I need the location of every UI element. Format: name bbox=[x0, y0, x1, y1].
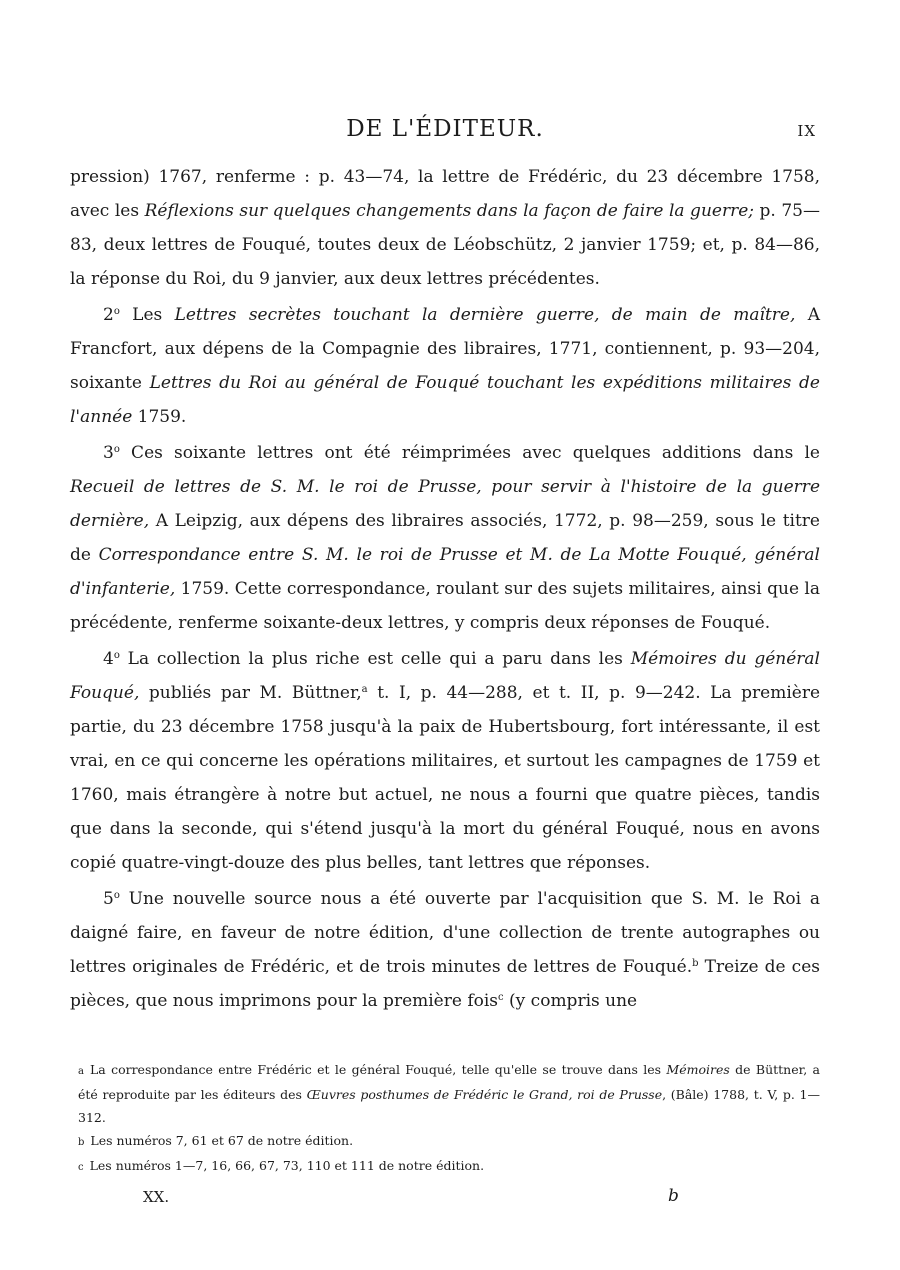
footnote-ref-a[interactable]: a bbox=[361, 684, 368, 695]
text-run: La correspondance entre Frédéric et le général Fouqué, telle qu'elle se trouve dans les bbox=[89, 1062, 667, 1077]
footnotes bbox=[78, 1058, 820, 1179]
footnote-mark: a bbox=[78, 1066, 84, 1077]
running-title: DE L'ÉDITEUR. bbox=[346, 116, 544, 142]
text-run: A Francfort, aux dépens de la Compagnie des libraires, 1771, contiennent, p. 93—204, soixante bbox=[70, 305, 821, 393]
text-run: pression) 1767, renferme : p. 43—74, la lettre de Frédéric, du 23 décembre 1758, avec les bbox=[70, 167, 820, 221]
text-run: p. 75—83, deux lettres de Fouqué, toutes deux de Léobschütz, 2 janvier 1759; et, p. 84—86, la réponse du Roi, du 9 janvier, aux deux lettres précédentes. bbox=[70, 201, 820, 289]
footnote-ref-c[interactable]: c bbox=[498, 992, 504, 1003]
body-text bbox=[70, 160, 820, 1018]
text-run: Les numéros 1—7, 16, 66, 67, 73, 110 et 111 de notre édition. bbox=[89, 1158, 485, 1173]
text-run: 1759. Cette correspondance, roulant sur des sujets militaires, ainsi que la précédente, renferme soixante-deux lettres, y compris deux réponses de Fouqué. bbox=[70, 579, 820, 633]
book-title: Lettres secrètes touchant la dernière guerre, de main de maître, bbox=[174, 305, 796, 325]
text-run: Treize de ces pièces, que nous imprimons pour la première fois bbox=[70, 957, 820, 1011]
paragraph-continued bbox=[70, 160, 820, 296]
ordinal-mark: o bbox=[113, 444, 120, 455]
text-run: Les numéros 7, 61 et 67 de notre édition. bbox=[90, 1133, 354, 1148]
footnote-a bbox=[78, 1058, 820, 1129]
paragraph-2 bbox=[70, 298, 820, 434]
text-run: (y compris une bbox=[503, 991, 638, 1011]
book-title: Réflexions sur quelques changements dans la façon de faire la guerre; bbox=[144, 201, 754, 221]
page-header bbox=[70, 116, 820, 148]
ordinal-mark: o bbox=[113, 890, 120, 901]
page-number: IX bbox=[797, 122, 816, 140]
book-title: Mémoires bbox=[666, 1062, 730, 1077]
text-run: 1759. bbox=[132, 407, 187, 427]
text-run: , (Bâle) 1788, t. V, p. 1—312. bbox=[78, 1087, 820, 1125]
item-number: 2 bbox=[103, 305, 114, 325]
book-title: Recueil de lettres de S. M. le roi de Prusse, pour servir à l'histoire de la guerre dernière, bbox=[70, 477, 820, 531]
text-run: Les bbox=[119, 305, 175, 325]
footnote-mark: c bbox=[78, 1162, 84, 1173]
book-title: Mémoires du général Fouqué, bbox=[70, 649, 820, 703]
paragraph-5 bbox=[70, 882, 820, 1018]
footnote-mark: b bbox=[78, 1137, 85, 1148]
book-title: Correspondance entre S. M. le roi de Prusse et M. de La Motte Fouqué, général d'infanterie, bbox=[70, 545, 820, 599]
book-title: Œuvres posthumes de Frédéric le Grand, roi de Prusse bbox=[306, 1087, 663, 1102]
book-title: Lettres du Roi au général de Fouqué touchant les expéditions militaires de l'année bbox=[70, 373, 820, 427]
sheet-letter: b bbox=[668, 1186, 679, 1206]
text-run: A Leipzig, aux dépens des libraires associés, 1772, p. 98—259, sous le titre de bbox=[70, 511, 820, 565]
text-run: La collection la plus riche est celle qui a paru dans les bbox=[119, 649, 631, 669]
text-run: Ces soixante lettres ont été réimprimées avec quelques additions dans le bbox=[119, 443, 820, 463]
item-number: 3 bbox=[103, 443, 114, 463]
text-run: publiés par M. Büttner, bbox=[139, 683, 362, 703]
ordinal-mark: o bbox=[113, 650, 120, 661]
text-run: de Büttner, a été reproduite par les éditeurs des bbox=[78, 1062, 820, 1102]
paragraph-4 bbox=[70, 642, 820, 880]
footnote-b bbox=[78, 1129, 820, 1154]
ordinal-mark: o bbox=[113, 306, 120, 317]
footnote-ref-b[interactable]: b bbox=[692, 958, 699, 969]
text-run: t. I, p. 44—288, et t. II, p. 9—242. La première partie, du 23 décembre 1758 jusqu'à la paix de Hubertsbourg, fort intéressante, il est vrai, en ce qui concerne les opérations militaires, et surtout les campagnes de 1759 et 1760, mais étrangère à notre but actuel, ne nous a fourni que quatre pièces, tandis que dans la seconde, qui s'étend jusqu'à la mort du général Fouqué, nous en avons copié quatre-vingt-douze des plus belles, tant lettres que réponses. bbox=[70, 683, 821, 873]
footnote-c bbox=[78, 1154, 820, 1179]
item-number: 4 bbox=[103, 649, 114, 669]
signature-mark: XX. bbox=[143, 1188, 170, 1206]
paragraph-3 bbox=[70, 436, 820, 640]
text-run: Une nouvelle source nous a été ouverte par l'acquisition que S. M. le Roi a daigné faire, en faveur de notre édition, d'une collection de trente autographes ou lettres originales de Frédéric, et de trois minutes de lettres de Fouqué. bbox=[70, 889, 820, 977]
item-number: 5 bbox=[103, 889, 114, 909]
